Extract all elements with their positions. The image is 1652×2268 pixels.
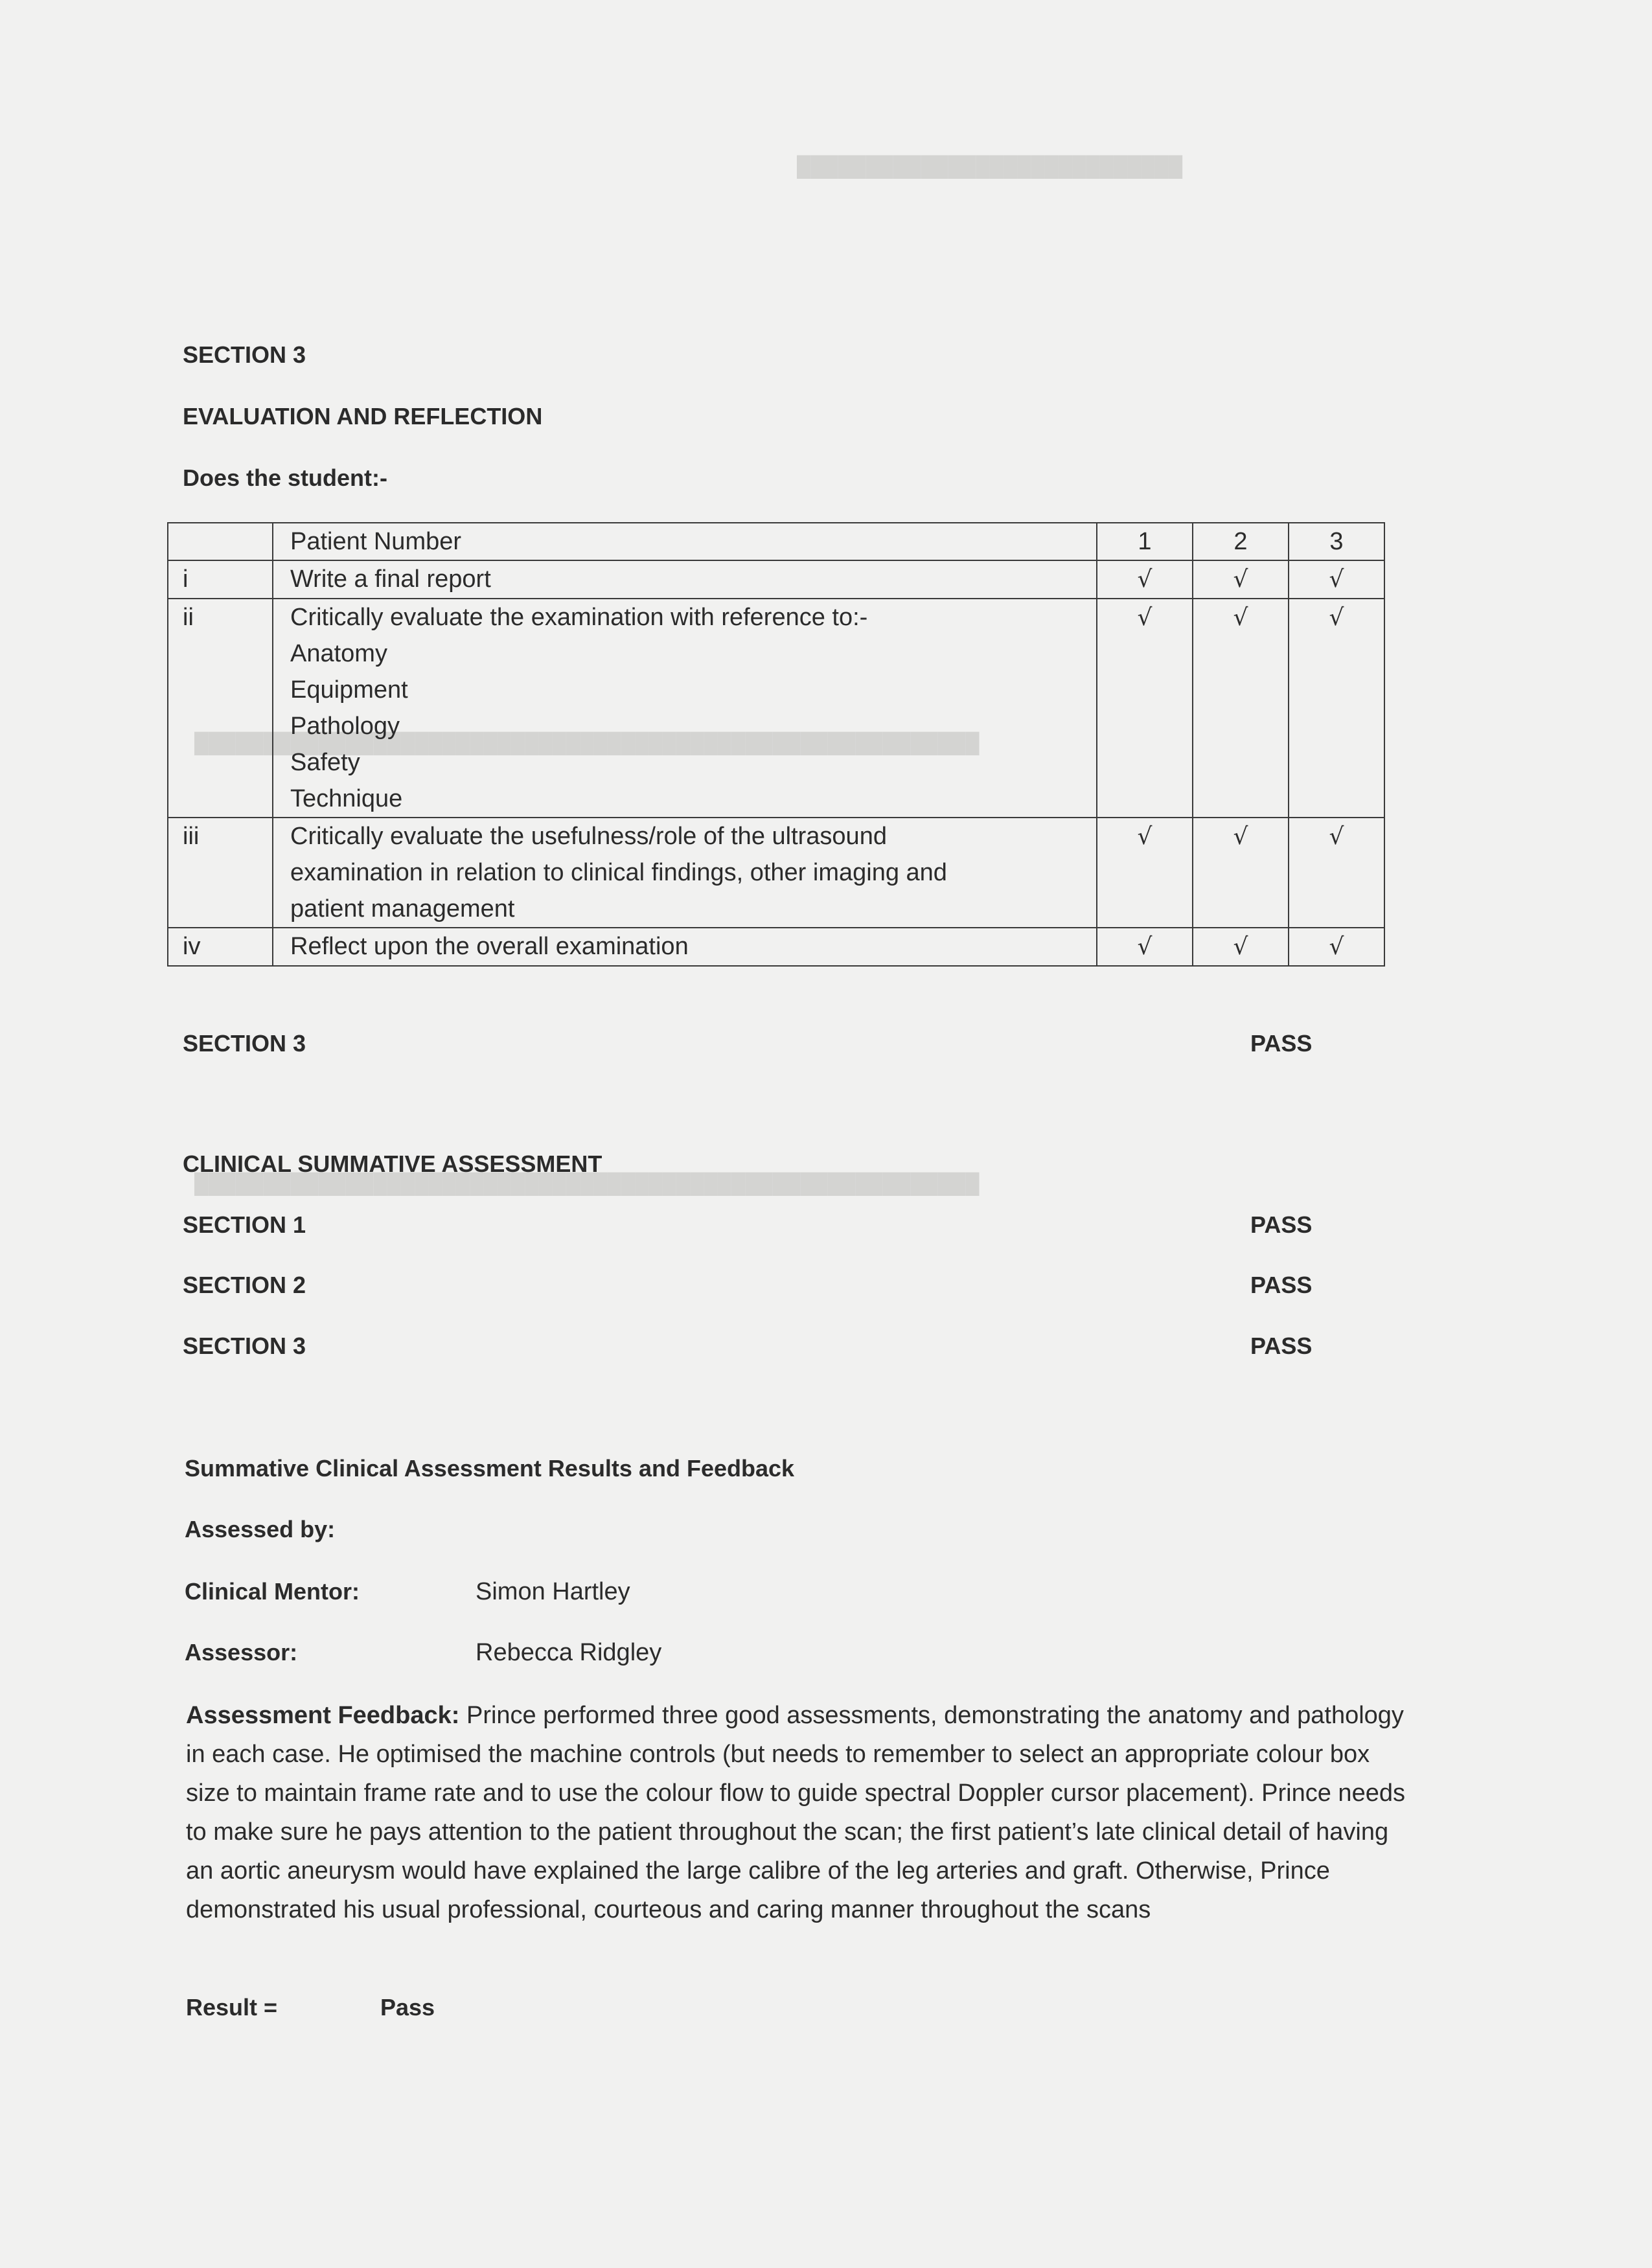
check-mark: √ <box>1329 566 1344 593</box>
summative-heading: CLINICAL SUMMATIVE ASSESSMENT <box>183 1151 602 1177</box>
check-mark: √ <box>1137 604 1153 631</box>
results-heading: Summative Clinical Assessment Results and Feedback <box>185 1455 795 1482</box>
check-cell <box>1289 818 1384 928</box>
result-label: Result = <box>186 1994 278 2021</box>
section-result-label: SECTION 3 <box>183 1030 306 1057</box>
show-through-texture: ████████████████████████████ <box>797 156 1183 178</box>
assessor-label: Assessor: <box>185 1639 298 1666</box>
check-cell <box>1289 928 1384 966</box>
criterion-line: Safety <box>290 749 360 776</box>
check-mark: √ <box>1137 823 1153 850</box>
assessor-name: Rebecca Ridgley <box>476 1639 662 1666</box>
check-cell <box>1193 928 1289 966</box>
table-row <box>168 928 1384 966</box>
header-label-cell: Patient Number <box>273 523 1097 560</box>
check-mark: √ <box>1329 823 1344 850</box>
check-cell <box>1193 818 1289 928</box>
row-number: iv <box>168 928 273 966</box>
check-cell <box>1097 560 1193 599</box>
header-patient-3: 3 <box>1289 523 1384 560</box>
check-mark: √ <box>1137 934 1153 960</box>
check-mark: √ <box>1329 604 1344 631</box>
check-cell <box>1289 560 1384 599</box>
row-criterion <box>273 818 1097 928</box>
header-patient-1: 1 <box>1097 523 1193 560</box>
check-cell <box>1097 599 1193 818</box>
section-title: SECTION 3 <box>183 341 306 368</box>
table-header-row <box>168 523 1384 560</box>
summary-section-value: PASS <box>1250 1211 1313 1238</box>
table-row <box>168 560 1384 599</box>
criterion-line: Anatomy <box>290 640 387 667</box>
check-cell <box>1097 818 1193 928</box>
criterion-line: Write a final report <box>290 566 491 593</box>
summary-section-value: PASS <box>1250 1333 1313 1359</box>
section-result-value: PASS <box>1250 1030 1313 1057</box>
check-mark: √ <box>1137 566 1153 593</box>
section-prompt: Does the student:- <box>183 464 388 491</box>
check-mark: √ <box>1233 823 1248 850</box>
check-cell <box>1097 928 1193 966</box>
summary-section-value: PASS <box>1250 1272 1313 1298</box>
row-number: iii <box>168 818 273 928</box>
row-number: i <box>168 560 273 599</box>
check-cell <box>1193 560 1289 599</box>
header-patient-2: 2 <box>1193 523 1289 560</box>
header-number-cell <box>168 523 273 560</box>
mentor-label: Clinical Mentor: <box>185 1578 360 1605</box>
criterion-line: examination in relation to clinical findings, other imaging and <box>290 859 947 886</box>
show-through-texture: █████████████████████████████████████████████████████████ <box>194 733 980 754</box>
evaluation-table <box>167 522 1385 967</box>
table-row <box>168 818 1384 928</box>
row-number: ii <box>168 599 273 818</box>
assessment-feedback <box>186 1696 1417 1929</box>
row-criterion <box>273 599 1097 818</box>
check-cell <box>1193 599 1289 818</box>
feedback-label: Assessment Feedback: <box>186 1702 460 1729</box>
assessed-by-label: Assessed by: <box>185 1516 336 1542</box>
check-mark: √ <box>1233 566 1248 593</box>
criterion-line: Technique <box>290 785 403 812</box>
mentor-name: Simon Hartley <box>476 1578 630 1605</box>
show-through-texture: █████████████████████████████████████████████████████████ <box>194 1173 980 1195</box>
criterion-line: Reflect upon the overall examination <box>290 933 689 960</box>
criterion-line: Pathology <box>290 713 400 740</box>
criterion-line: Equipment <box>290 676 408 704</box>
row-criterion <box>273 928 1097 966</box>
check-mark: √ <box>1233 604 1248 631</box>
table-row <box>168 599 1384 818</box>
criterion-line: patient management <box>290 895 515 922</box>
feedback-text: Prince performed three good assessments, demonstrating the anatomy and pathology in each case. He optimised the machine controls (but needs to remember to select an appropriate colour box size to maintain frame rate and to use the colour flow to guide spectral Doppler cursor placement). Prince needs to make sure he pays attention to the patient throughout the scan; the first patient’s late clinical detail of having an aortic aneurysm would have explained the large calibre of the leg arteries and graft. Otherwise, Prince demonstrated his usual professional, courteous and caring manner throughout the scans <box>186 1702 1405 1923</box>
row-criterion <box>273 560 1097 599</box>
check-mark: √ <box>1233 934 1248 960</box>
result-value: Pass <box>380 1994 435 2021</box>
summary-section-label: SECTION 2 <box>183 1272 306 1298</box>
check-cell <box>1289 599 1384 818</box>
summary-section-label: SECTION 3 <box>183 1333 306 1359</box>
summary-section-label: SECTION 1 <box>183 1211 306 1238</box>
check-mark: √ <box>1329 934 1344 960</box>
section-subtitle: EVALUATION AND REFLECTION <box>183 403 543 430</box>
criterion-line: Critically evaluate the examination with reference to:- <box>290 604 868 631</box>
criterion-line: Critically evaluate the usefulness/role of the ultrasound <box>290 823 887 850</box>
